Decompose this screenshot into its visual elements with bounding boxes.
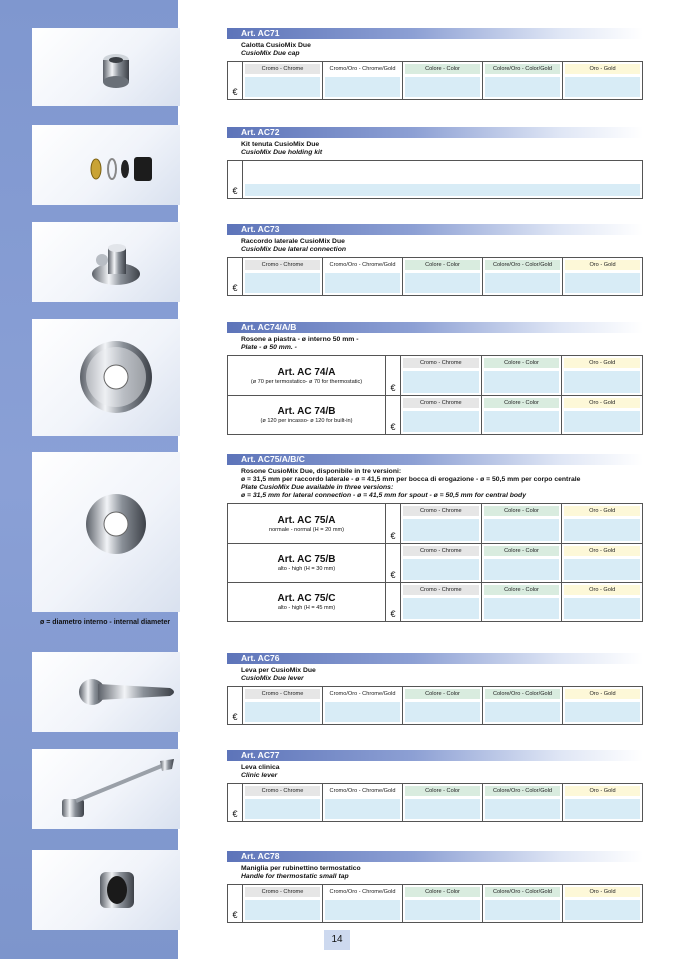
euro-label: € bbox=[386, 544, 401, 582]
price-cell[interactable] bbox=[325, 702, 400, 722]
section-title: Art. AC78 bbox=[227, 851, 643, 862]
euro-label: € bbox=[386, 504, 401, 543]
price-cell[interactable] bbox=[564, 411, 640, 432]
price-cell[interactable] bbox=[325, 799, 400, 819]
price-table: € Cromo - Chrome Cromo/Oro - Chrome/Gold Colore - Color Colore/Oro - Color/Gold Oro - Gold bbox=[227, 257, 643, 296]
price-cell[interactable] bbox=[565, 273, 640, 293]
price-cell[interactable] bbox=[403, 559, 479, 580]
product-photo-ac71 bbox=[32, 28, 180, 106]
price-cell[interactable] bbox=[484, 411, 560, 432]
price-cell[interactable] bbox=[403, 371, 479, 393]
price-cell[interactable] bbox=[245, 900, 320, 920]
product-photo-ac73 bbox=[32, 222, 180, 302]
price-cell[interactable] bbox=[485, 77, 560, 97]
price-table: € Cromo - Chrome Cromo/Oro - Chrome/Gold Colore - Color Colore/Oro - Color/Gold Oro - Gold bbox=[227, 686, 643, 725]
price-cell[interactable] bbox=[403, 598, 479, 619]
diameter-footnote: ø = diametro interno - internal diameter bbox=[40, 619, 171, 626]
price-cell[interactable] bbox=[485, 702, 560, 722]
section-ac72 bbox=[227, 127, 643, 199]
variant-row: Art. AC 74/B (ø 120 per incasso- ø 120 for built-in) € Cromo - Chrome Colore - Color Oro - Gold bbox=[228, 395, 642, 434]
section-title: Art. AC72 bbox=[227, 127, 643, 138]
section-title: Art. AC77 bbox=[227, 750, 643, 761]
section-description: Leva clinica Clinic lever bbox=[241, 764, 280, 779]
section-description: Raccordo laterale CusioMix Due CusioMix Due lateral connection bbox=[241, 238, 346, 253]
price-cell[interactable] bbox=[405, 273, 480, 293]
euro-label: € bbox=[228, 687, 243, 724]
price-cell[interactable] bbox=[245, 702, 320, 722]
section-title: Art. AC75/A/B/C bbox=[227, 454, 643, 465]
product-photo-ac77 bbox=[32, 749, 180, 829]
holding-kit-icon bbox=[32, 125, 180, 205]
page-number: 14 bbox=[324, 930, 350, 950]
price-cell[interactable] bbox=[484, 519, 560, 541]
price-cell[interactable] bbox=[245, 184, 640, 196]
variant-row: Art. AC 75/A normale - normal (H = 20 mm) € Cromo - Chrome Colore - Color Oro - Gold bbox=[228, 504, 642, 543]
price-cell[interactable] bbox=[325, 273, 400, 293]
price-cell[interactable] bbox=[405, 900, 480, 920]
price-cell[interactable] bbox=[403, 411, 479, 432]
product-photo-ac72 bbox=[32, 125, 180, 205]
euro-label: € bbox=[228, 885, 243, 922]
euro-label: € bbox=[386, 396, 401, 434]
product-photo-ac75 bbox=[32, 452, 180, 612]
price-cell[interactable] bbox=[325, 77, 400, 97]
price-table: € Cromo - Chrome Cromo/Oro - Chrome/Gold Colore - Color Colore/Oro - Color/Gold Oro - Gold bbox=[227, 884, 643, 923]
price-cell[interactable] bbox=[484, 371, 560, 393]
price-cell[interactable] bbox=[405, 702, 480, 722]
clinic-lever-icon bbox=[32, 749, 180, 829]
euro-label: € bbox=[386, 583, 401, 621]
price-cell[interactable] bbox=[564, 559, 640, 580]
product-photo-ac74 bbox=[32, 319, 180, 436]
price-table: € Cromo - Chrome Cromo/Oro - Chrome/Gold Colore - Color Colore/Oro - Color/Gold Oro - Gold bbox=[227, 783, 643, 822]
section-description: Kit tenuta CusioMix Due CusioMix Due holding kit bbox=[241, 141, 323, 156]
price-cell[interactable] bbox=[405, 799, 480, 819]
section-title: Art. AC71 bbox=[227, 28, 643, 39]
price-cell[interactable] bbox=[564, 519, 640, 541]
lateral-connection-icon bbox=[32, 222, 180, 302]
product-photo-ac76 bbox=[32, 652, 180, 732]
price-cell[interactable] bbox=[325, 900, 400, 920]
price-cell[interactable] bbox=[405, 77, 480, 97]
section-description: Rosone a piastra - ø interno 50 mm - Plate - ø 50 mm. - bbox=[241, 336, 359, 351]
price-table: € Cromo - Chrome Cromo/Oro - Chrome/Gold Colore - Color Colore/Oro - Color/Gold Oro - Gold bbox=[227, 61, 643, 100]
section-ac76 bbox=[227, 653, 643, 725]
price-table bbox=[227, 160, 643, 199]
cap-icon bbox=[32, 28, 180, 106]
section-description: Calotta CusioMix Due CusioMix Due cap bbox=[241, 42, 311, 57]
section-description: Maniglia per rubinettino termostatico Handle for thermostatic small tap bbox=[241, 865, 361, 880]
section-title: Art. AC74/A/B bbox=[227, 322, 643, 333]
price-cell[interactable] bbox=[565, 702, 640, 722]
section-title: Art. AC73 bbox=[227, 224, 643, 235]
plate-rosette-icon bbox=[32, 319, 180, 436]
variant-price-table bbox=[227, 355, 643, 435]
euro-label: € bbox=[228, 62, 243, 99]
price-cell[interactable] bbox=[564, 598, 640, 619]
price-cell[interactable] bbox=[484, 559, 560, 580]
section-description: Rosone CusioMix Due, disponibile in tre versioni: ø = 31,5 mm per raccordo laterale - ø = 41,5 mm per bocca di erogazione - ø = 50,5 mm per corpo centrale Plate CusioMix Due available in three versions: ø = 31,5 mm for lateral connection - ø = 41,5 mm for spout - ø = 50,5 mm for central body bbox=[241, 468, 581, 499]
price-cell[interactable] bbox=[485, 273, 560, 293]
section-title: Art. AC76 bbox=[227, 653, 643, 664]
euro-label: € bbox=[228, 161, 243, 198]
price-cell[interactable] bbox=[245, 799, 320, 819]
price-cell[interactable] bbox=[565, 77, 640, 97]
euro-label: € bbox=[228, 784, 243, 821]
price-cell[interactable] bbox=[484, 598, 560, 619]
section-ac74 bbox=[227, 322, 643, 435]
section-ac75 bbox=[227, 454, 643, 622]
product-photo-ac78 bbox=[32, 850, 180, 930]
price-cell[interactable] bbox=[245, 77, 320, 97]
price-cell[interactable] bbox=[565, 799, 640, 819]
thermostatic-handle-icon bbox=[32, 850, 180, 930]
euro-label: € bbox=[386, 356, 401, 395]
rosette-icon bbox=[32, 452, 180, 612]
section-ac77 bbox=[227, 750, 643, 822]
variant-row: Art. AC 75/B alto - high (H = 30 mm) € Cromo - Chrome Colore - Color Oro - Gold bbox=[228, 543, 642, 582]
section-description: Leva per CusioMix Due CusioMix Due lever bbox=[241, 667, 316, 682]
variant-row: Art. AC 75/C alto - high (H = 45 mm) € Cromo - Chrome Colore - Color Oro - Gold bbox=[228, 582, 642, 621]
price-cell[interactable] bbox=[564, 371, 640, 393]
section-ac73 bbox=[227, 224, 643, 296]
price-cell[interactable] bbox=[485, 799, 560, 819]
euro-label: € bbox=[228, 258, 243, 295]
section-ac71 bbox=[227, 28, 643, 100]
variant-price-table bbox=[227, 503, 643, 622]
variant-row: Art. AC 74/A (ø 70 per termostatico- ø 70 for thermostatic) € Cromo - Chrome Colore - Color Oro - Gold bbox=[228, 356, 642, 395]
price-cell[interactable] bbox=[485, 900, 560, 920]
price-cell[interactable] bbox=[403, 519, 479, 541]
price-cell[interactable] bbox=[245, 273, 320, 293]
lever-icon bbox=[32, 652, 180, 732]
section-ac78 bbox=[227, 851, 643, 923]
price-cell[interactable] bbox=[565, 900, 640, 920]
